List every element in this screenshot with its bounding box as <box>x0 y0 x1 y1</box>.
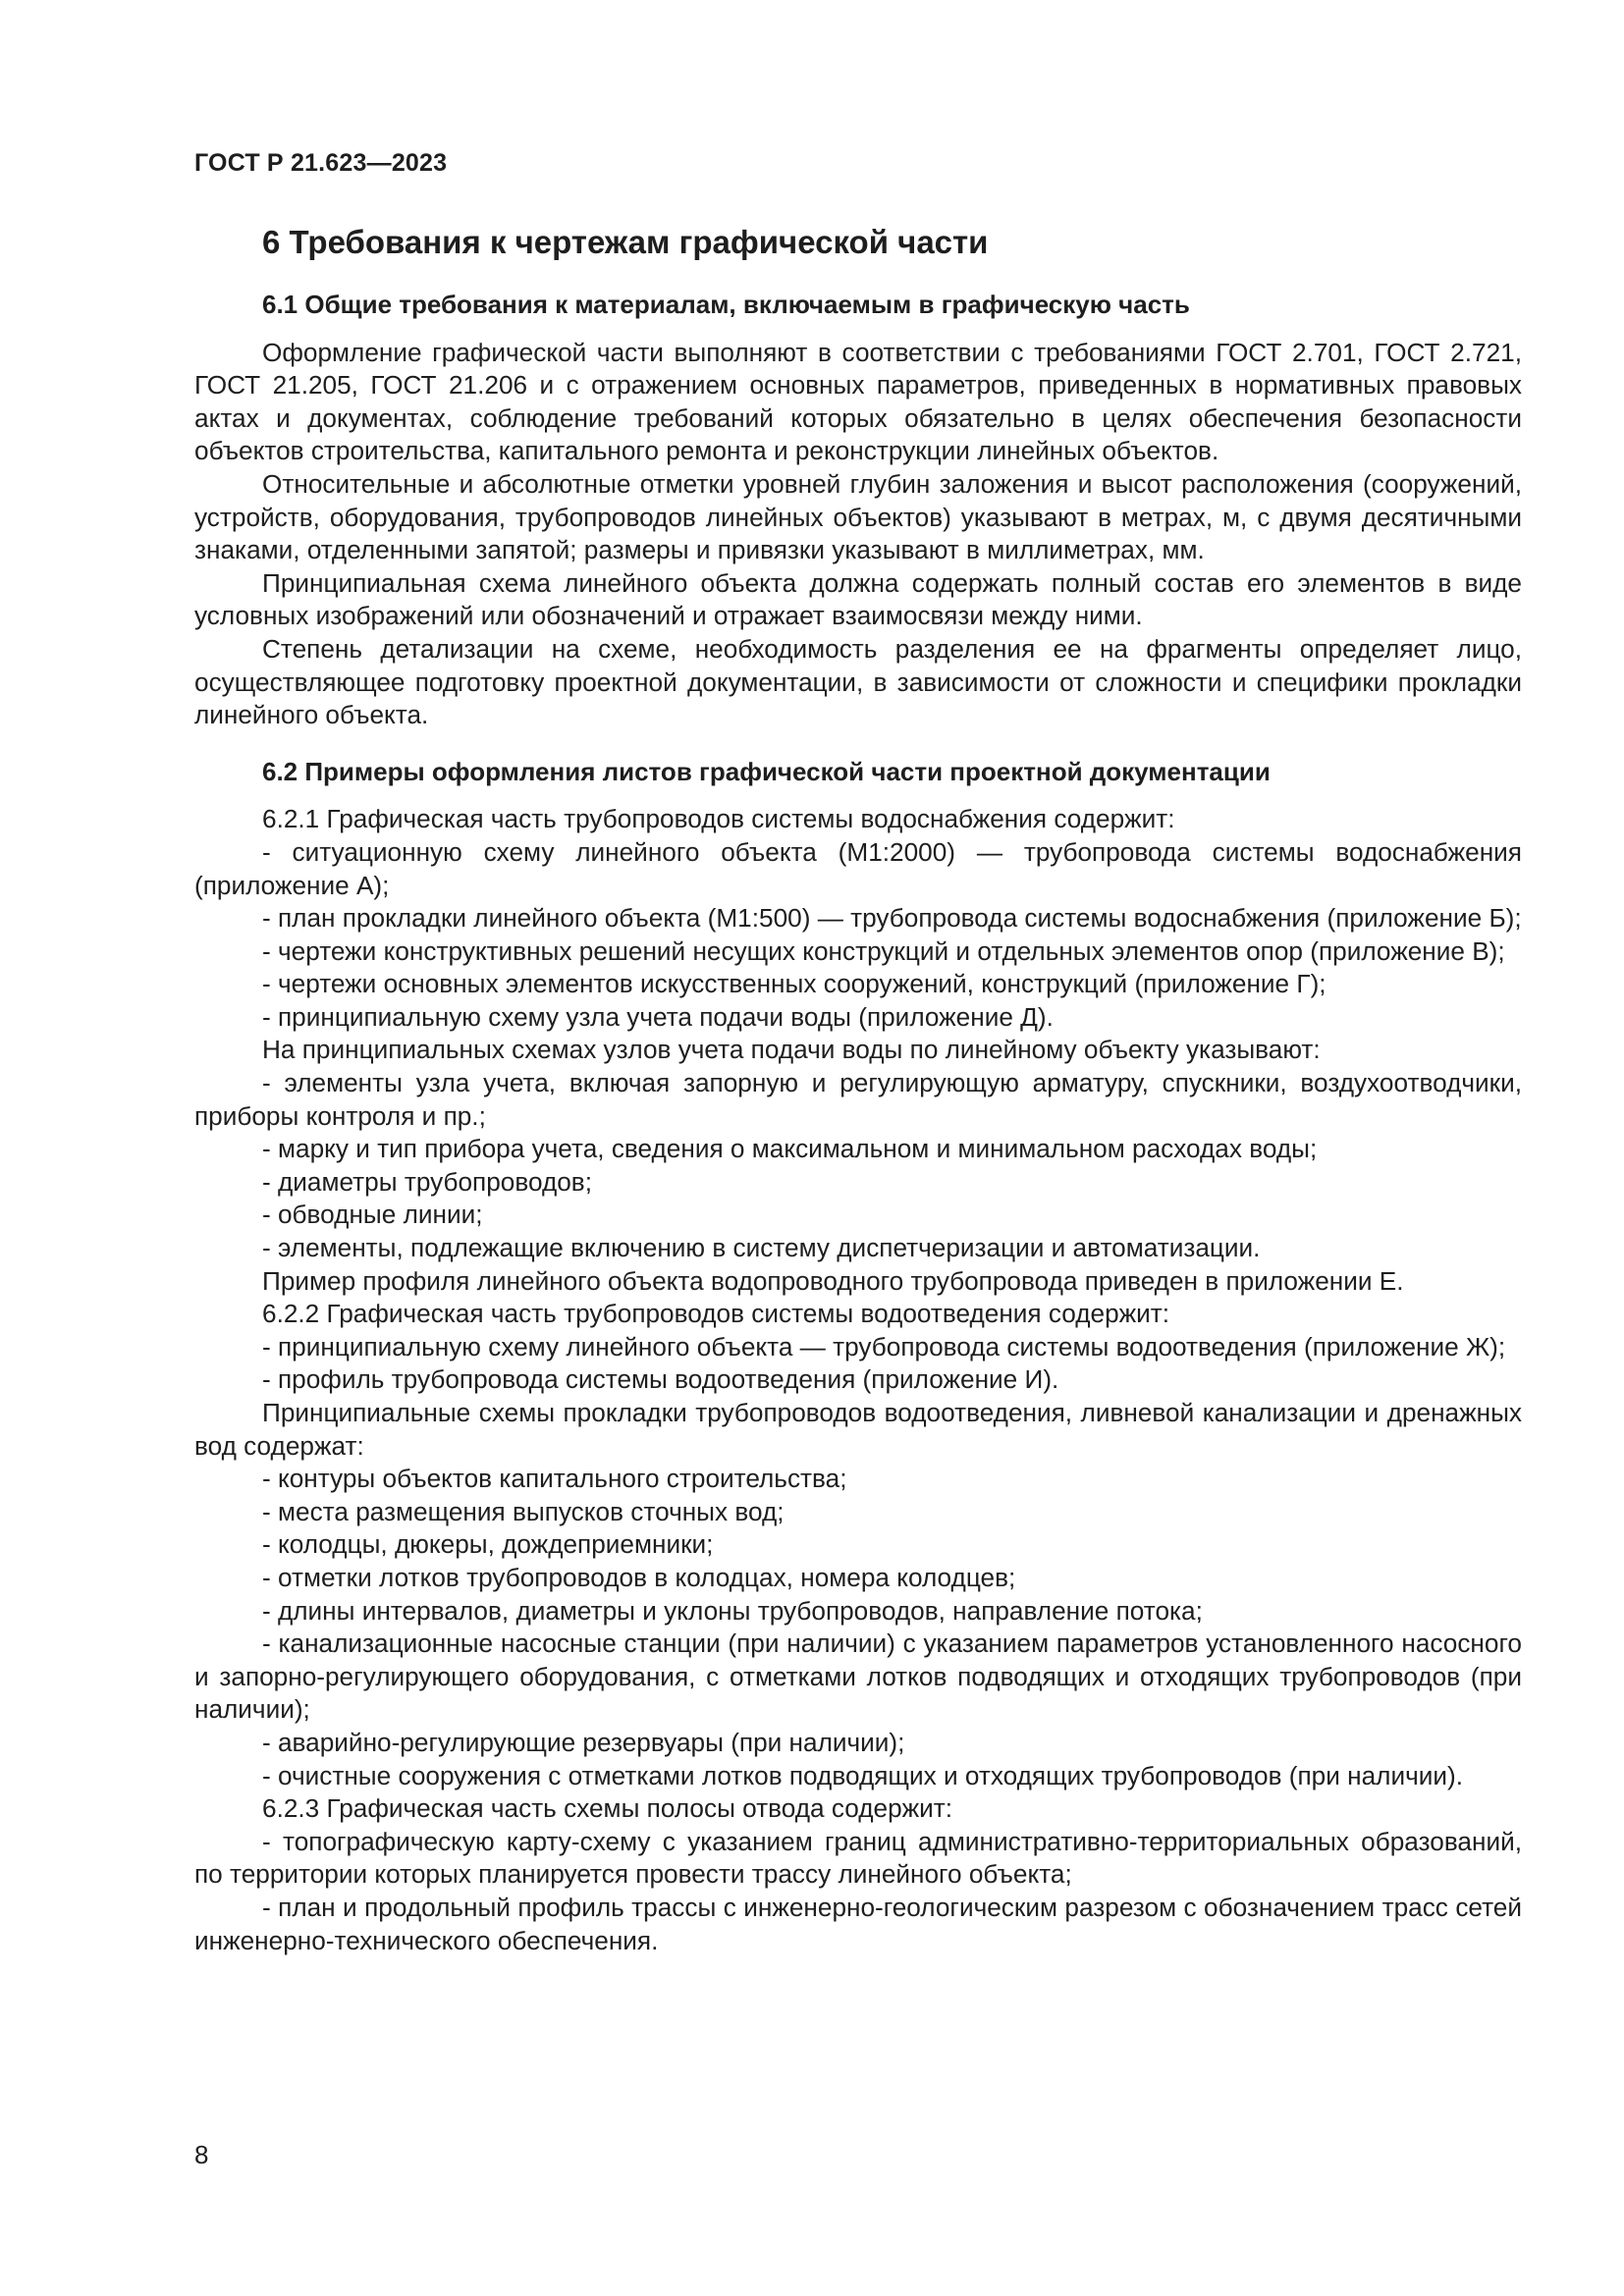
subsection-heading-6-2: 6.2 Примеры оформления листов графической части проектной документации <box>262 756 1271 786</box>
paragraph: Оформление графической части выполняют в соответствии с требованиями ГОСТ 2.701, ГОСТ 2.721, ГОСТ 21.205, ГОСТ 21.206 и с отражением основных параметров, приведенных в нормативных правовых актах и документах, соблюдение требований которых обязательно в целях обеспечения безопасности объектов строительства, капитального ремонта и реконструкции линейных объектов. <box>194 337 1522 466</box>
list-item: - марку и тип прибора учета, сведения о максимальном и минимальном расходах воды; <box>262 1134 1318 1164</box>
list-item: - чертежи основных элементов искусственных сооружений, конструкций (приложение Г); <box>262 969 1326 999</box>
list-item: - места размещения выпусков сточных вод; <box>262 1496 785 1526</box>
paragraph: 6.2.1 Графическая часть трубопроводов системы водоснабжения содержит: <box>262 804 1175 834</box>
list-item: - колодцы, дюкеры, дождеприемники; <box>262 1529 714 1560</box>
document-header: ГОСТ Р 21.623—2023 <box>194 149 448 177</box>
list-item: - отметки лотков трубопроводов в колодцах, номера колодцев; <box>262 1562 1016 1592</box>
list-item: - диаметры трубопроводов; <box>262 1166 592 1197</box>
list-item: - чертежи конструктивных решений несущих конструкций и отдельных элементов опор (приложение В); <box>262 935 1505 966</box>
list-item: - элементы, подлежащие включению в систему диспетчеризации и автоматизации. <box>262 1233 1261 1263</box>
list-item: - план прокладки линейного объекта (М1:500) — трубопровода системы водоснабжения (приложение Б); <box>262 903 1522 934</box>
list-item: - ситуационную схему линейного объекта (М1:2000) — трубопровода системы водоснабжения (приложение А); <box>194 836 1522 900</box>
subsection-heading-6-1: 6.1 Общие требования к материалам, включаемым в графическую часть <box>262 290 1190 319</box>
paragraph: 6.2.2 Графическая часть трубопроводов системы водоотведения содержит: <box>262 1299 1170 1329</box>
list-item: - обводные линии; <box>262 1200 483 1230</box>
list-item: - профиль трубопровода системы водоотведения (приложение И). <box>262 1364 1059 1395</box>
paragraph: Пример профиля линейного объекта водопроводного трубопровода приведен в приложении Е. <box>262 1265 1404 1296</box>
page-number: 8 <box>194 2140 209 2169</box>
list-item: - канализационные насосные станции (при наличии) с указанием параметров установленного насосного и запорно-регулирующего оборудования, с отметками лотков подводящих и отходящих трубопроводов (при наличии); <box>194 1629 1522 1725</box>
document-body <box>194 289 1522 1957</box>
list-item: - длины интервалов, диаметры и уклоны трубопроводов, направление потока; <box>262 1595 1203 1626</box>
section-title: 6 Требования к чертежам графической части <box>262 224 989 260</box>
paragraph: Степень детализации на схеме, необходимость разделения ее на фрагменты определяет лицо, осуществляющее подготовку проектной документации, в зависимости от сложности и специфики прокладки линейного объекта. <box>194 633 1522 730</box>
list-item: - аварийно-регулирующие резервуары (при наличии); <box>262 1727 905 1757</box>
list-item: - топографическую карту-схему с указанием границ административно-территориальных образований, по территории которых планируется провести трассу линейного объекта; <box>194 1826 1522 1890</box>
paragraph: На принципиальных схемах узлов учета подачи воды по линейному объекту указывают: <box>262 1035 1321 1065</box>
subsection-6-1-text <box>194 337 1522 732</box>
subsection-6-2-text <box>194 803 1522 1957</box>
paragraph: Принципиальные схемы прокладки трубопроводов водоотведения, ливневой канализации и дренажных вод содержат: <box>194 1398 1522 1461</box>
paragraph: Принципиальная схема линейного объекта должна содержать полный состав его элементов в виде условных изображений или обозначений и отражает взаимосвязи между ними. <box>194 567 1522 631</box>
list-item: - очистные сооружения с отметками лотков подводящих и отходящих трубопроводов (при наличии). <box>262 1760 1463 1790</box>
list-item: - контуры объектов капитального строительства; <box>262 1464 847 1494</box>
list-item: - принципиальную схему линейного объекта — трубопровода системы водоотведения (приложение Ж); <box>262 1331 1506 1362</box>
list-item: - план и продольный профиль трассы с инженерно-геологическим разрезом с обозначением трасс сетей инженерно-технического обеспечения. <box>194 1892 1522 1955</box>
paragraph: 6.2.3 Графическая часть схемы полосы отвода содержит: <box>262 1793 953 1824</box>
list-item: - принципиальную схему узла учета подачи воды (приложение Д). <box>262 1001 1054 1032</box>
list-item: - элементы узла учета, включая запорную и регулирующую арматуру, спускники, воздухоотводчики, приборы контроля и пр.; <box>194 1068 1522 1131</box>
paragraph: Относительные и абсолютные отметки уровней глубин заложения и высот расположения (сооружений, устройств, оборудования, трубопроводов линейных объектов) указывают в метрах, м, с двумя десятичными знаками, отделенными запятой; размеры и привязки указывают в миллиметрах, мм. <box>194 468 1522 565</box>
